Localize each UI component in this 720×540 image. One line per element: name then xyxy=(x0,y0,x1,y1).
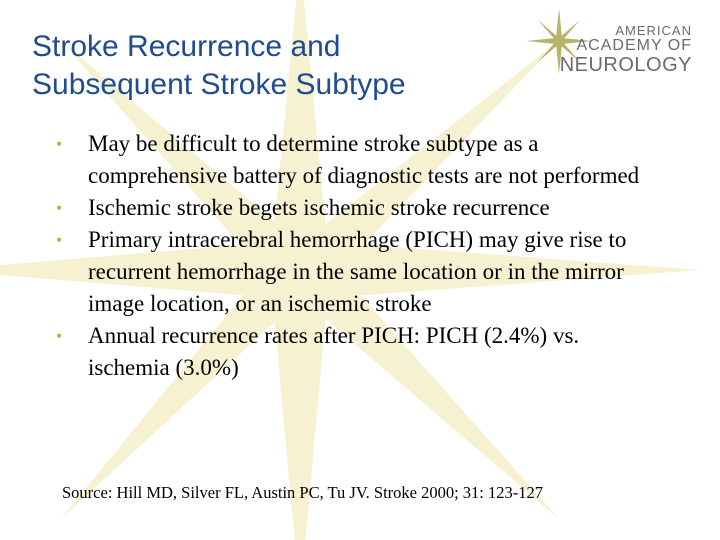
bullet-text: May be difficult to determine stroke subtype as a comprehensive battery of diagnostic tests are not performed xyxy=(88,131,640,188)
bullet-text: Annual recurrence rates after PICH: PICH (2.4%) vs. ischemia (3.0%) xyxy=(88,323,580,380)
bullet-dot-icon: • xyxy=(56,230,63,250)
logo-wordmark xyxy=(560,24,692,75)
logo-line-3: NEUROLOGY xyxy=(559,54,692,76)
bullet-list xyxy=(56,128,666,384)
title-line-1: Stroke Recurrence and xyxy=(32,30,341,63)
bullet-item xyxy=(56,192,666,224)
slide-title xyxy=(32,28,532,104)
logo-line-1: AMERICAN xyxy=(615,23,692,38)
bullet-dot-icon: • xyxy=(56,134,63,154)
bullet-text: Primary intracerebral hemorrhage (PICH) may give rise to recurrent hemorrhage in the same location or in the mirror image location, or an ischemic stroke xyxy=(88,227,627,316)
bullet-dot-icon: • xyxy=(56,326,63,346)
aan-logo xyxy=(526,6,706,76)
bullet-item xyxy=(56,224,666,320)
bullet-item xyxy=(56,320,666,384)
bullet-item xyxy=(56,128,666,192)
logo-line-2: ACADEMY OF xyxy=(576,37,692,54)
title-line-2: Subsequent Stroke Subtype xyxy=(32,68,406,101)
source-citation: Source: Hill MD, Silver FL, Austin PC, Tu JV. Stroke 2000; 31: 123-127 xyxy=(62,483,544,502)
bullet-text: Ischemic stroke begets ischemic stroke recurrence xyxy=(88,195,550,220)
bullet-dot-icon: • xyxy=(56,198,63,218)
